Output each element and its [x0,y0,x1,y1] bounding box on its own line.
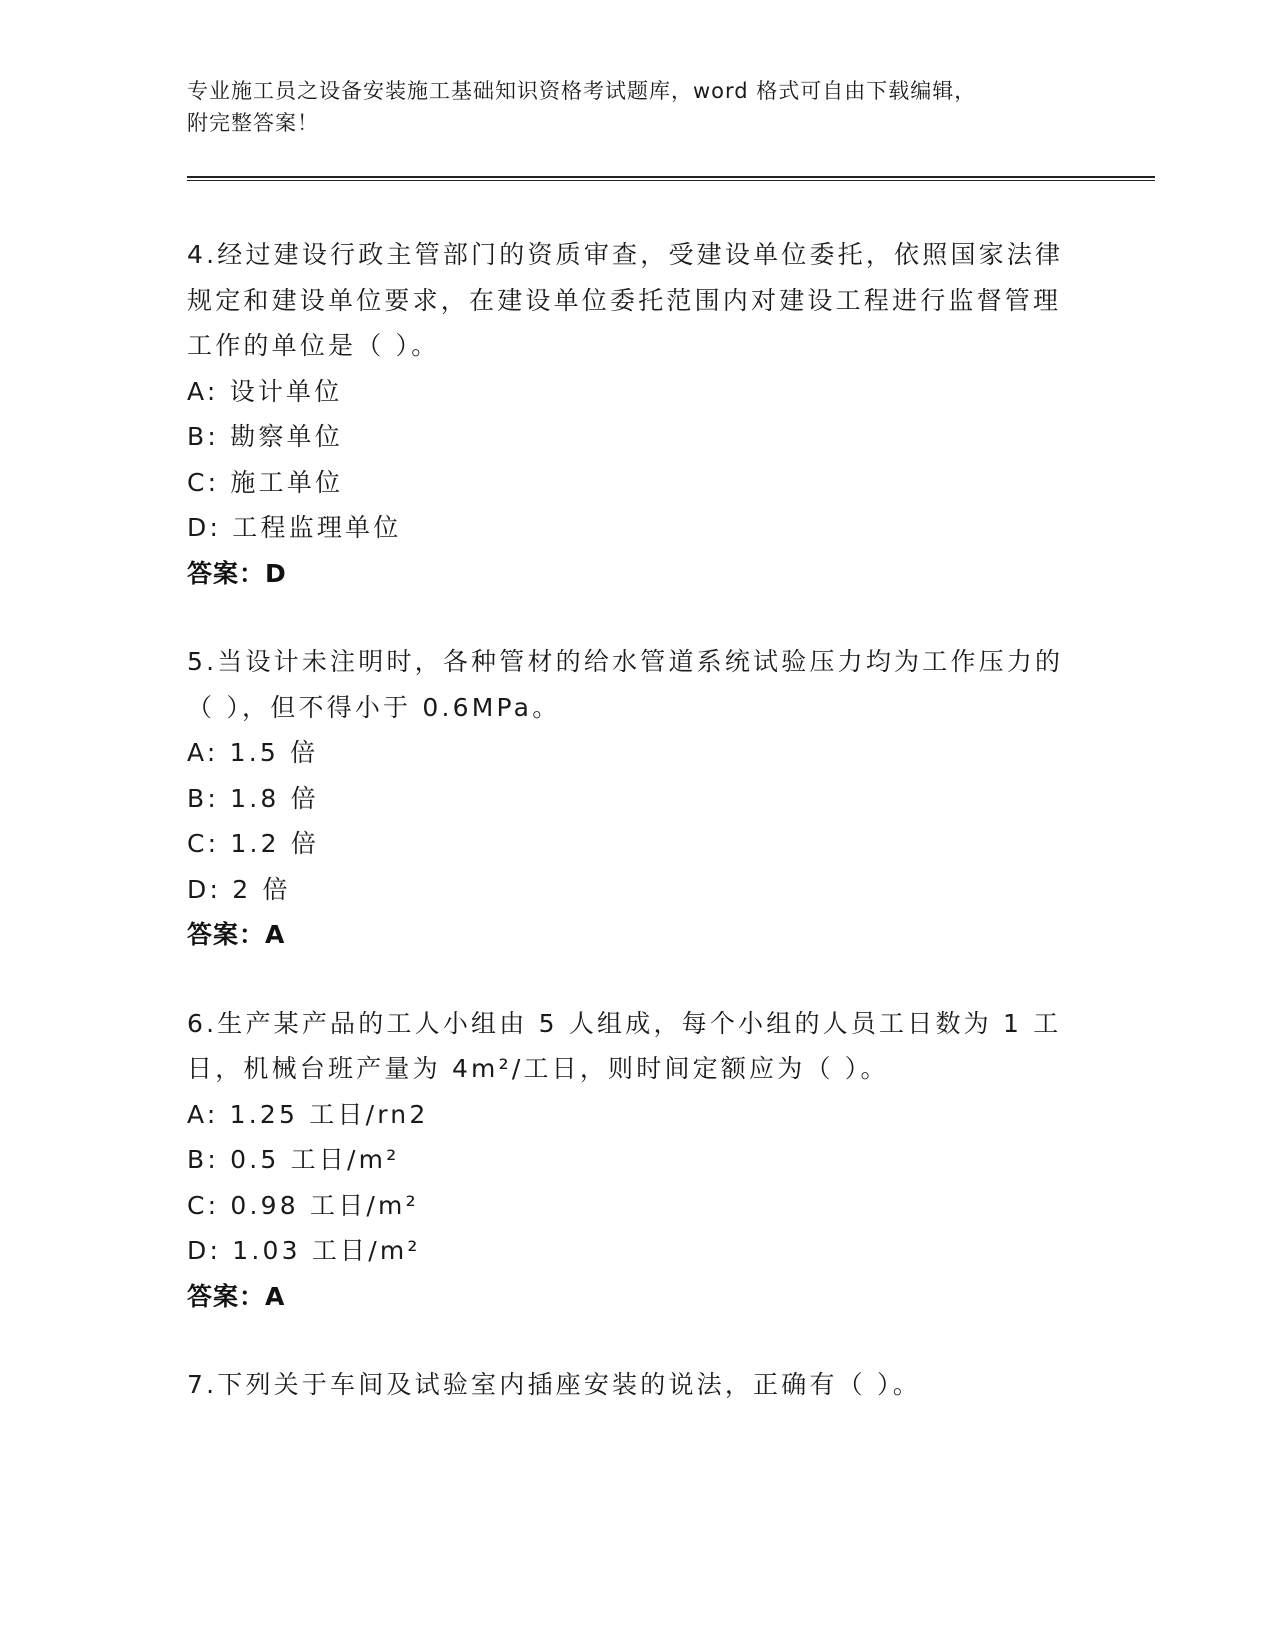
option-b: B: 勘察单位 [187,422,343,451]
option-c: C: 1.2 倍 [187,829,320,858]
option-a: A: 设计单位 [187,376,343,406]
document-header: 专业施工员之设备安装施工基础知识资格考试题库，word 格式可自由下载编辑， 附完整答案！ [187,79,977,135]
option-a: A: 1.5 倍 [187,738,319,767]
option-a: A: 1.25 工日/rn2 [187,1099,429,1129]
answer-label: 答案：A [187,1281,286,1311]
question-list [187,232,1087,1451]
answer-label: 答案：A [187,920,286,949]
option-b: B: 0.5 工日/m² [187,1145,400,1174]
option-b: B: 1.8 倍 [187,783,319,813]
answer-label: 答案：D [187,558,287,588]
header-divider [187,176,1155,181]
question-stem: 7.下列关于车间及试验室内插座安装的说法，正确有（ ）。 [187,1370,921,1399]
option-d: D: 1.03 工日/m² [187,1236,421,1265]
question-stem: 6.生产某产品的工人小组由 5 人组成，每个小组的人员工日数为 1 工日，机械台班产量为 4m²/工日，则时间定额应为（ ）。 [187,1008,1062,1083]
question-item [187,232,1087,596]
option-c: C: 施工单位 [187,467,344,497]
option-c: C: 0.98 工日/m² [187,1190,419,1220]
question-item [187,1362,1087,1408]
question-stem: 4.经过建设行政主管部门的资质审查，受建设单位委托，依照国家法律规定和建设单位要求，在建设单位委托范围内对建设工程进行监督管理工作的单位是（ ）。 [187,240,1064,360]
question-stem: 5.当设计未注明时，各种管材的给水管道系统试验压力均为工作压力的（ ），但不得小于 0.6MPa。 [187,647,1064,722]
question-item [187,1001,1087,1320]
option-d: D: 工程监理单位 [187,513,402,542]
option-d: D: 2 倍 [187,874,291,904]
question-item [187,639,1087,958]
